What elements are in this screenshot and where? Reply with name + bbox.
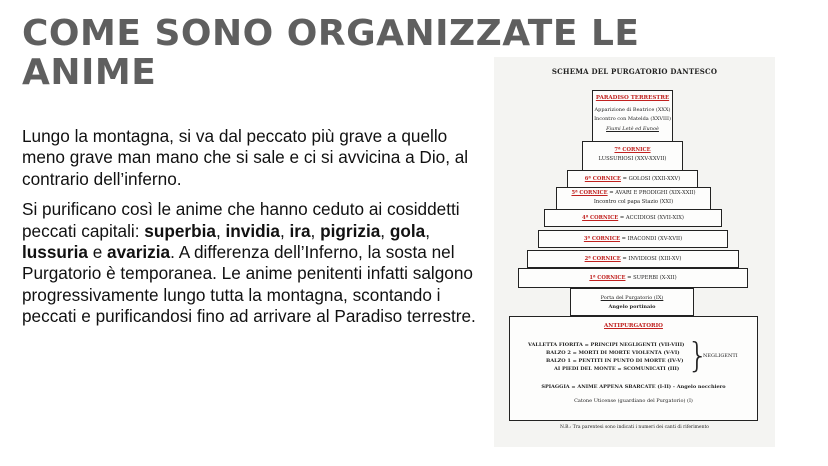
paragraph-1: Lungo la montagna, si va dal peccato più grave a quello meno grave man mano che si sale e ci si avvicina a Dio, al contrario dell’inferno.	[22, 126, 469, 189]
paradiso-line: Apparizione di Beatrice (XXX)	[594, 107, 671, 113]
paragraph-2: Si purificano così le anime che hanno ceduto ai cosiddetti peccati capitali: superbia, invidia, ira, pigrizia, gola, lussuria e avarizia. A differenza dell’Inferno, la sosta nel Purgatorio è temporanea. Le anime penitenti infatti salgono progressivamente lungo tutta la montagna, scontando i peccati e purificandosi fino ad arrivare al Paradiso terrestre.	[22, 199, 476, 327]
cornice-7: 7ª CORNICE LUSSURIOSI (XXV-XXVII)	[582, 141, 683, 171]
antipurgatorio-row: AI PIEDI DEL MONTE = SCOMUNICATI (III)	[554, 366, 680, 372]
curly-brace-icon: }	[687, 336, 709, 376]
porta-box	[570, 288, 694, 316]
cornice-6: 6ª CORNICE = GOLOSI (XXII-XXV)	[567, 170, 698, 188]
paradiso-terrestre-box	[592, 90, 673, 142]
spiaggia-line: SPIAGGIA = ANIME APPENA SBARCATE (I-II) - Angelo nocchiero	[541, 384, 726, 390]
antipurgatorio-box	[509, 316, 758, 421]
cornice-3: 3ª CORNICE = IRACONDI (XV-XVII)	[538, 230, 728, 248]
scheme-footnote: N.B.: Tra parentesi sono indicati i numeri dei canti di riferimento	[560, 425, 709, 430]
paradiso-label: PARADISO TERRESTRE	[595, 95, 670, 101]
paradiso-line: Fiumi Letè ed Eunoè	[606, 126, 659, 132]
porta-line: Angelo portinaio	[608, 304, 656, 310]
cornice-5: 5ª CORNICE = AVARI E PRODIGHI (XIX-XXII) Incontro col papa Stazio (XXI)	[556, 187, 711, 210]
antipurgatorio-row: VALLETTA FIORITA = PRINCIPI NEGLIGENTI (VII-VIII)	[528, 342, 685, 348]
cornice-2: 2ª CORNICE = INVIDIOSI (XIII-XV)	[527, 250, 739, 268]
scheme-heading: SCHEMA DEL PURGATORIO DANTESCO	[551, 67, 718, 76]
paradiso-line: Incontro con Matelda (XXVIII)	[594, 116, 671, 122]
porta-line: Porta del Purgatorio (IX)	[600, 295, 664, 301]
negligenti-label: NEGLIGENTI	[703, 353, 738, 359]
body-text	[22, 126, 478, 337]
cornice-4: 4ª CORNICE = ACCIDIOSI (XVII-XIX)	[544, 209, 722, 227]
slide-title: COME SONO ORGANIZZATE LE ANIME	[22, 13, 640, 93]
cornice-1: 1ª CORNICE = SUPERBI (X-XII)	[518, 268, 748, 288]
purgatorio-scheme-image	[494, 57, 775, 447]
antipurgatorio-row: BALZO 1 = PENTITI IN PUNTO DI MORTE (IV-V)	[546, 358, 684, 364]
antipurgatorio-label: ANTIPURGATORIO	[604, 323, 663, 329]
antipurgatorio-row: BALZO 2 = MORTI DI MORTE VIOLENTA (V-VI)	[546, 350, 680, 356]
catone-line: Catone Uticense (guardiano del Purgatorio) (I)	[574, 398, 693, 404]
